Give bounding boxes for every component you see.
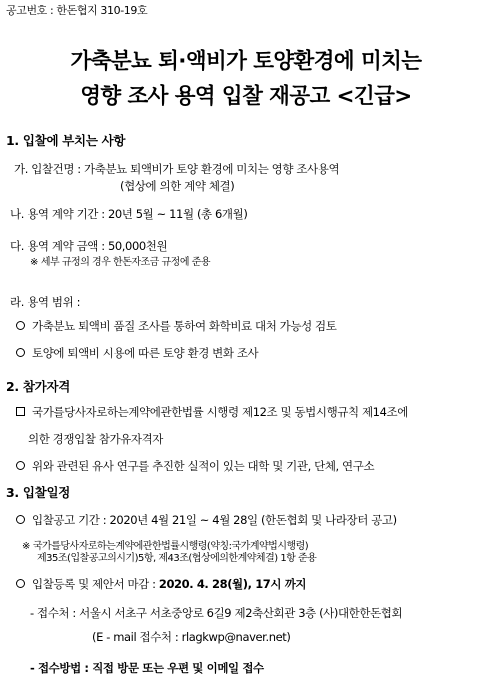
circle-bullet-icon — [16, 461, 25, 470]
scope-item — [16, 346, 258, 360]
legal-note-text: 국가를당사자로하는계약에관한법률시행령(약칭:국가계약법시행령) — [32, 541, 309, 552]
item-bid-name-sub: (협상에 의한 계약 체결) — [120, 179, 235, 193]
item-contract-amount: 다. 용역 계약 금액 : 50,000천원 — [10, 239, 168, 253]
receipt-location: - 접수처 : 서울시 서초구 서초중앙로 6길9 제2축산회관 3층 (사)대한한돈협회 — [30, 606, 403, 620]
receipt-method: - 접수방법 : 직접 방문 또는 우편 및 이메일 접수 — [30, 661, 264, 675]
scope-item-text: 가축분뇨 퇴액비 품질 조사를 통하여 화학비료 대처 가능성 검토 — [32, 319, 337, 333]
legal-note-line-2: 제35조(입찰공고의시기)5항, 제43조(협상에의한계약체결) 1항 준용 — [37, 553, 317, 564]
note-mark: ※ — [22, 541, 30, 552]
email-receipt: (E - mail 접수처 : rlagkwp@naver.net) — [92, 630, 291, 644]
item-bid-name: 가. 입찰건명 : 가축분뇨 퇴액비가 토양 환경에 미치는 영향 조사용역 — [14, 162, 340, 176]
scope-item — [16, 319, 336, 333]
registration-label: 입찰등록 및 제안서 마감 : — [32, 577, 159, 591]
page-title-line-1: 가축분뇨 퇴·액비가 토양환경에 미치는 — [70, 49, 422, 74]
contract-amount-note — [30, 257, 210, 269]
circle-bullet-icon — [16, 579, 25, 588]
qualification-text-cont: 의한 경쟁입찰 참가유자격자 — [28, 432, 164, 446]
announcement-period-text: 입찰공고 기간 : 2020년 4월 21일 ~ 4월 28일 (한돈협회 및 나라장터 공고) — [32, 513, 397, 527]
note-mark: ※ — [30, 257, 38, 268]
contract-amount-note-text: 세부 규정의 경우 한돈자조금 규정에 준용 — [40, 257, 211, 268]
legal-note-line-1 — [22, 541, 308, 553]
announcement-period — [16, 513, 397, 527]
item-contract-period: 나. 용역 계약 기간 : 20년 5월 ~ 11월 (총 6개월) — [10, 207, 248, 221]
qualification-text: 위와 관련된 유사 연구를 추진한 실적이 있는 대학 및 기관, 단체, 연구소 — [32, 459, 375, 473]
qualification-item — [16, 405, 408, 419]
notice-number: 공고번호 : 한돈협지 310-19호 — [6, 4, 148, 17]
scope-item-text: 토양에 퇴액비 시용에 따른 토양 환경 변화 조사 — [32, 346, 259, 360]
registration-deadline — [16, 577, 306, 591]
circle-bullet-icon — [16, 321, 25, 330]
registration-deadline-value: 2020. 4. 28(월), 17시 까지 — [158, 577, 307, 591]
qualification-item — [16, 459, 374, 473]
section-2-heading: 2. 참가자격 — [6, 379, 70, 394]
circle-bullet-icon — [16, 348, 25, 357]
square-bullet-icon — [16, 407, 25, 416]
circle-bullet-icon — [16, 515, 25, 524]
qualification-text: 국가를당사자로하는계약에관한법률 시행령 제12조 및 동법시행규칙 제14조에 — [32, 405, 408, 419]
section-3-heading: 3. 입찰일정 — [6, 485, 70, 500]
item-scope: 라. 용역 범위 : — [10, 295, 81, 309]
page-title-line-2: 영향 조사 용역 입찰 재공고 <긴급> — [80, 84, 412, 109]
section-1-heading: 1. 입찰에 부치는 사항 — [6, 133, 126, 148]
